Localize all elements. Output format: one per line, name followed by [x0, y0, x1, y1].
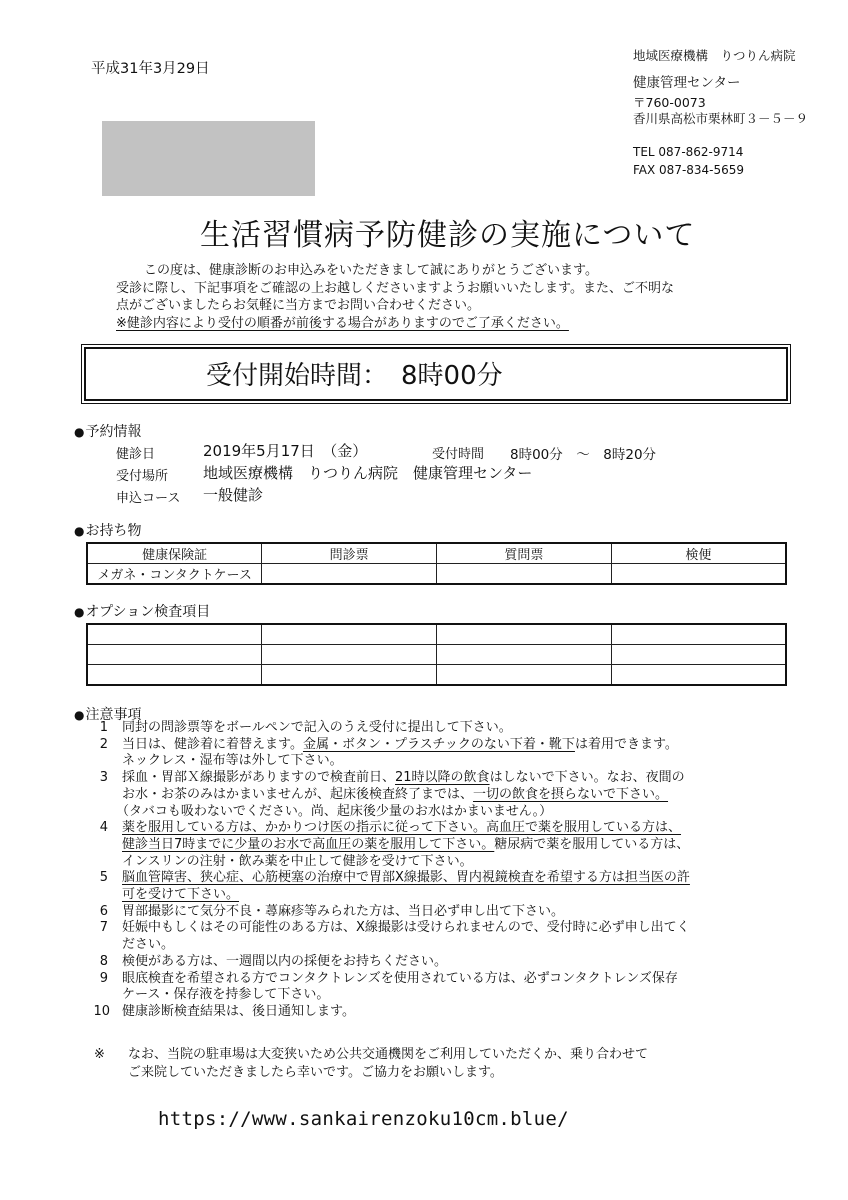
table-row	[87, 665, 786, 686]
course-value: 一般健診	[203, 486, 264, 504]
reception-place-label: 受付場所	[116, 469, 169, 484]
note-text: ださい。	[122, 937, 175, 953]
table-cell	[611, 564, 786, 585]
note-text: は着用できます。	[574, 736, 678, 752]
intro-line: 点がございましたらお気軽に当方までお問い合わせください。	[116, 298, 481, 313]
note-text-underlined: 一切の飲食を摂らないで下さい。	[473, 786, 669, 802]
note-item	[94, 820, 690, 870]
section-heading-belongings	[74, 520, 141, 540]
note-text: 検便がある方は、一週間以内の採便をお持ちください。	[122, 953, 448, 969]
table-row	[87, 645, 786, 665]
parking-note-line: ご来院していただきましたら幸いです。ご協力をお願いします。	[128, 1065, 503, 1080]
reception-time-label: 受付時間	[432, 447, 485, 462]
note-text: 同封の問診票等をボールペンで記入のうえ受付に提出して下さい。	[122, 720, 512, 735]
note-text: 当日は、健診着に着替えます。	[122, 736, 303, 752]
reception-start-time: 受付開始時間： 8時00分	[206, 361, 503, 391]
course-label: 申込コース	[116, 491, 181, 506]
note-number: 2	[99, 736, 108, 752]
note-text-underlined: 脳血管障害、狭心症、心筋梗塞の治療中で胃部X線撮影、胃内視鏡検査を希望する方は担当医の許	[122, 870, 690, 886]
note-number: 8	[99, 953, 108, 969]
section-heading-text: お持ち物	[85, 523, 142, 539]
section-heading-options	[74, 601, 210, 621]
section-heading-text: 予約情報	[85, 424, 142, 440]
note-item	[94, 770, 690, 820]
belongings-table	[86, 542, 787, 585]
table-cell	[262, 645, 437, 665]
note-number: 7	[99, 920, 108, 936]
note-text-underlined: 健診当日7時までに少量のお水で高血圧の薬を服用して下さい。	[122, 836, 495, 852]
document-title: 生活習慣病予防健診の実施について	[200, 218, 696, 253]
note-text: 妊娠中もしくはその可能性のある方は、X線撮影は受けられませんので、受付時に必ず申し出てく	[122, 920, 690, 936]
bullet-icon: ●	[74, 708, 85, 722]
table-cell	[437, 665, 612, 686]
note-text: はしないで下さい。なお、夜間の	[489, 770, 685, 786]
sender-organization: 地域医療機構 りつりん病院	[633, 48, 796, 63]
note-number: 5	[99, 870, 108, 886]
note-text: 採血・胃部Ｘ線撮影がありますので検査前日、	[122, 770, 396, 786]
sender-fax: FAX 087-834-5659	[633, 163, 745, 177]
table-cell	[87, 665, 262, 686]
reception-place-value: 地域医療機構 りつりん病院 健康管理センター	[203, 464, 533, 482]
note-text: （タバコも吸わないでください。尚、起床後少量のお水はかまいません。）	[116, 803, 553, 819]
note-text-underlined: 金属・ボタン・プラスチックのない下着・靴下	[302, 736, 575, 752]
note-number: 4	[99, 820, 108, 836]
note-number: 10	[93, 1003, 110, 1019]
table-cell: 検便	[611, 543, 786, 564]
note-text: ケース・保存液を持参して下さい。	[122, 987, 330, 1003]
table-cell	[611, 665, 786, 686]
table-cell	[87, 624, 262, 645]
table-cell	[437, 645, 612, 665]
intro-notice: ※健診内容により受付の順番が前後する場合がありますのでご了承ください。	[116, 315, 569, 331]
note-text: 胃部撮影にて気分不良・蕁麻疹等みられた方は、当日必ず申し出て下さい。	[122, 903, 565, 919]
table-row	[87, 543, 786, 564]
table-cell: 質問票	[437, 543, 612, 564]
exam-date-label: 健診日	[116, 447, 156, 462]
reference-mark-icon: ※	[94, 1047, 105, 1062]
bullet-icon: ●	[74, 524, 85, 538]
note-text: インスリンの注射・飲み薬を中止して健診を受けて下さい。	[122, 853, 473, 869]
table-cell	[262, 665, 437, 686]
note-item	[94, 904, 690, 921]
section-heading-text: 注意事項	[85, 707, 142, 723]
note-number: 3	[99, 770, 108, 786]
table-cell	[262, 564, 437, 585]
sender-department: 健康管理センター	[633, 75, 741, 91]
redacted-recipient-box	[102, 121, 315, 196]
note-item	[94, 954, 690, 971]
note-item	[94, 971, 690, 1004]
note-item	[94, 870, 690, 903]
note-text-underlined: 可を受けて下さい。	[122, 887, 240, 903]
table-cell	[262, 624, 437, 645]
sender-postal-code: 〒760-0073	[633, 95, 706, 110]
table-cell: 問診票	[262, 543, 437, 564]
note-text-underlined: 薬を服用している方は、かかりつけ医の指示に従って下さい。高血圧で薬を服用している方は、	[122, 820, 682, 836]
parking-note	[94, 1046, 648, 1082]
options-table	[86, 623, 787, 686]
section-heading-text: オプション検査項目	[85, 604, 211, 620]
note-item	[94, 920, 690, 953]
bullet-icon: ●	[74, 425, 85, 439]
sender-tel: TEL 087-862-9714	[633, 145, 744, 159]
note-number: 6	[99, 903, 108, 919]
table-cell	[437, 564, 612, 585]
note-text: 糖尿病で薬を服用している方は、	[494, 836, 690, 852]
note-text: お水・お茶のみはかまいませんが、起床後検査終了までは、	[122, 786, 474, 802]
table-row	[87, 564, 786, 585]
note-item	[94, 1004, 690, 1021]
note-number: 9	[99, 970, 108, 986]
table-cell	[87, 645, 262, 665]
note-text: 健康診断検査結果は、後日通知します。	[122, 1003, 355, 1019]
intro-line: 受診に際し、下記事項をご確認の上お越しくださいますようお願いいたします。また、ご不明な	[116, 280, 674, 296]
table-cell: メガネ・コンタクトケース	[87, 564, 262, 585]
table-cell	[611, 624, 786, 645]
note-item	[94, 720, 690, 737]
printed-url: https://www.sankairenzoku10cm.blue/	[158, 1108, 569, 1130]
table-cell	[611, 645, 786, 665]
notes-list	[94, 720, 690, 1021]
table-cell	[437, 624, 612, 645]
sender-address: 香川県高松市栗林町３－５－９	[633, 111, 809, 126]
reception-time-value: 8時00分 ～ 8時20分	[510, 447, 657, 463]
intro-line: この度は、健康診断のお申込みをいただきまして誠にありがとうございます。	[144, 263, 598, 278]
note-text-underlined: 21時以降の飲食	[395, 770, 490, 786]
parking-note-line: なお、当院の駐車場は大変狭いため公共交通機関をご利用していただくか、乗り合わせて	[128, 1047, 649, 1062]
note-item	[94, 737, 690, 770]
intro-paragraph	[116, 262, 806, 332]
exam-date-value: 2019年5月17日 （金）	[203, 442, 368, 460]
document-date: 平成31年3月29日	[91, 61, 210, 77]
note-text: ネックレス・湿布等は外して下さい。	[122, 753, 343, 769]
table-row	[87, 624, 786, 645]
note-text: 眼底検査を希望される方でコンタクトレンズを使用されている方は、必ずコンタクトレンズ保存	[122, 970, 678, 986]
table-cell: 健康保険証	[87, 543, 262, 564]
note-number: 1	[99, 720, 108, 735]
bullet-icon: ●	[74, 605, 85, 619]
reservation-details	[0, 438, 848, 508]
